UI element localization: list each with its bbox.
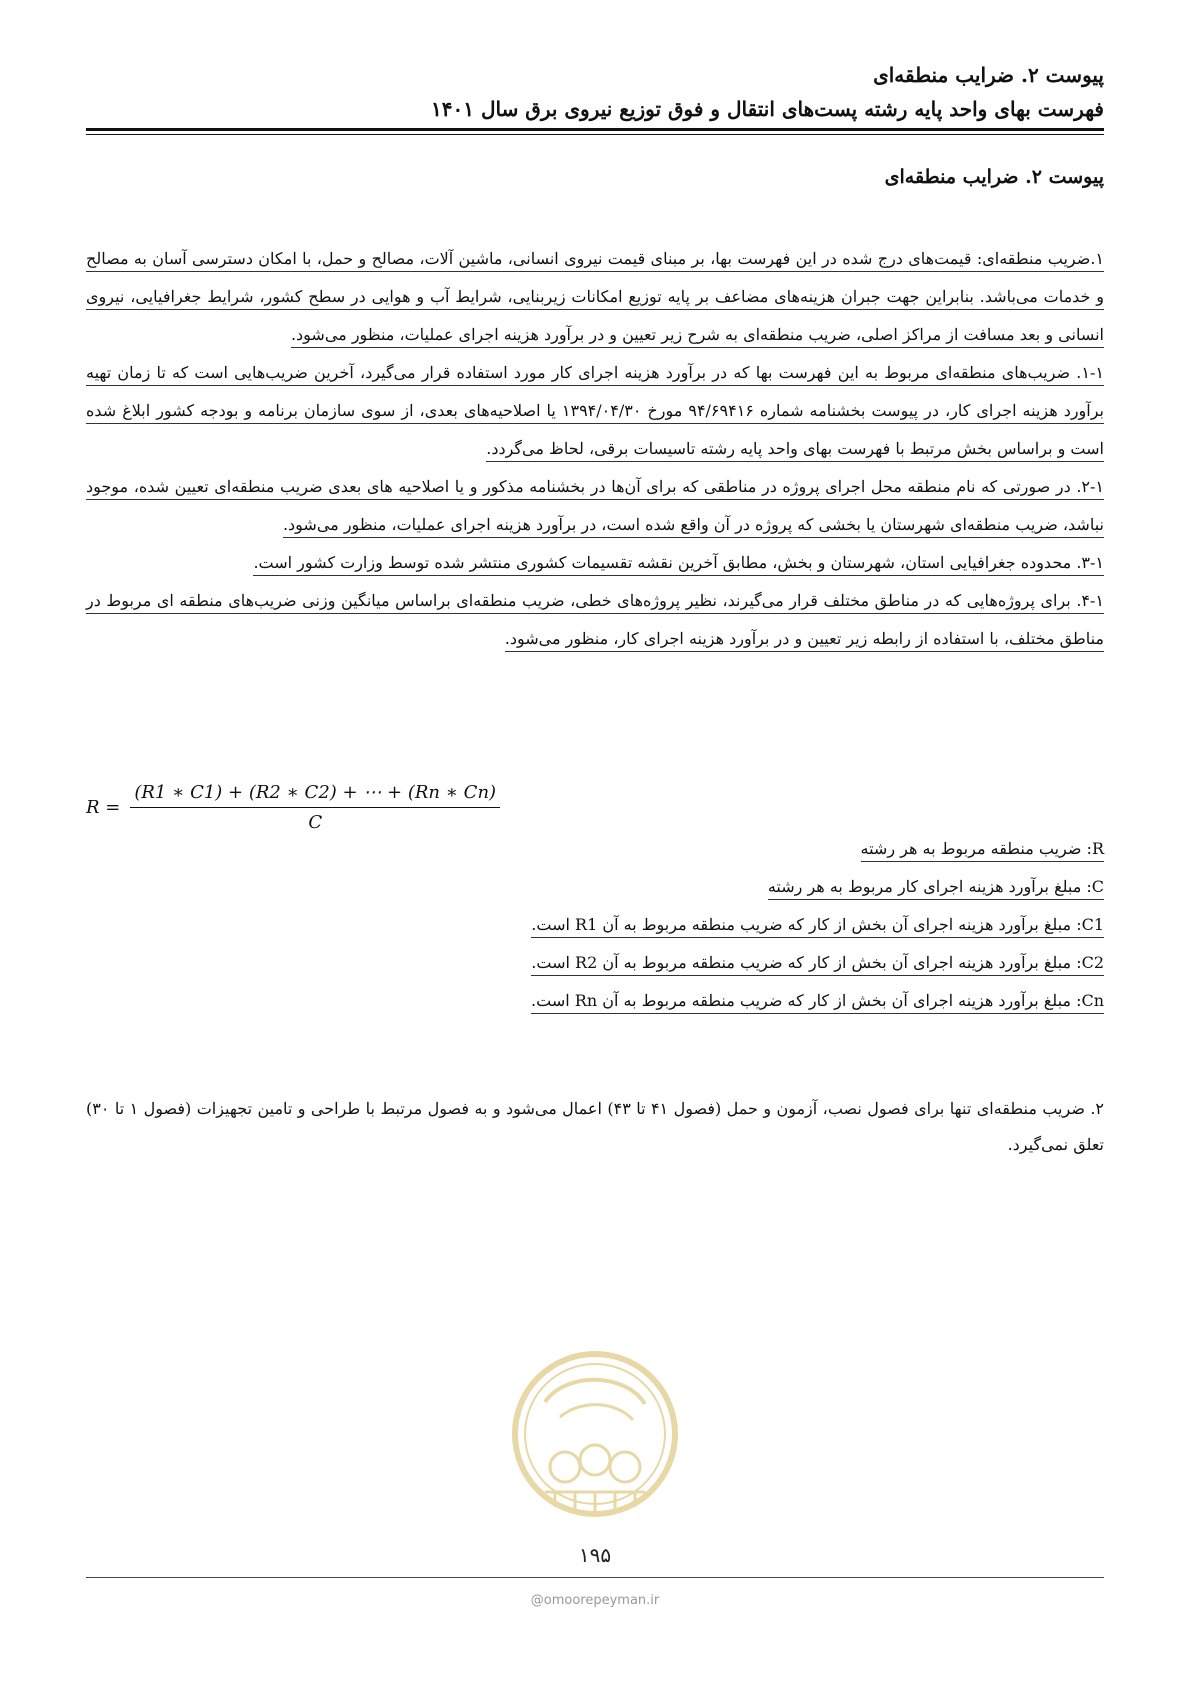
definition-c1: C1: مبلغ برآورد هزینه اجرای آن بخش از کار که ضریب منطقه مربوط به آن R1 است. [531, 906, 1104, 944]
seal-watermark-icon [505, 1342, 685, 1542]
definition-cn: Cn: مبلغ برآورد هزینه اجرای آن بخش از کار که ضریب منطقه مربوط به آن Rn است. [531, 982, 1104, 1020]
definition-r: R: ضریب منطقه مربوط به هر رشته [531, 830, 1104, 868]
header-appendix-title: پیوست ۲. ضرایب منطقه‌ای [873, 63, 1104, 87]
weighted-average-formula [86, 782, 500, 833]
footer-rule [86, 1577, 1104, 1578]
definition-c2: C2: مبلغ برآورد هزینه اجرای آن بخش از کار که ضریب منطقه مربوط به آن R2 است. [531, 944, 1104, 982]
paragraph-1-2: ۲-۱. در صورتی که نام منطقه محل اجرای پروژه در مناطقی که برای آن‌ها در بخشنامه مذکور و یا اصلاحیه های بعدی ضریب منطقه‌ای تعیین شده، موجود نباشد، ضریب منطقه‌ای شهرستان یا بخشی که پروژه در آن واقع شده است، در برآورد هزینه اجرای عملیات، منظور می‌شود. [86, 468, 1104, 544]
header-book-title: فهرست بهای واحد پایه رشته پست‌های انتقال و فوق توزیع نیروی برق سال ۱۴۰۱ [431, 97, 1104, 121]
formula-lhs: R = [86, 797, 121, 818]
section-title: پیوست ۲. ضرایب منطقه‌ای [884, 166, 1104, 188]
paragraph-1: ۱.ضریب منطقه‌ای: قیمت‌های درج شده در این فهرست بها، بر مبنای قیمت نیروی انسانی، ماشین آلات، مصالح و حمل، با امکان دسترسی آسان به مصالح و خدمات می‌باشد. بنابراین جهت جبران هزینه‌های مضاعف بر پایه توزیع امکانات زیربنایی، شرایط آب و هوایی در سطح کشور، شرایط جغرافیایی، نیروی انسانی و بعد مسافت از مراکز اصلی، ضریب منطقه‌ای به شرح زیر تعیین و در برآورد هزینه اجرای عملیات، منظور می‌شود. [86, 240, 1104, 354]
definitions-list [531, 830, 1104, 1020]
paragraph-1-1: ۱-۱. ضریب‌های منطقه‌ای مربوط به این فهرست بها که در برآورد هزینه اجرای کار مورد استفاده قرار می‌گیرد، آخرین ضریب‌هایی است که تا زمان تهیه برآورد هزینه اجرای کار، در پیوست بخشنامه شماره ۹۴/۶۹۴۱۶ مورخ ۱۳۹۴/۰۴/۳۰ یا اصلاحیه‌های بعدی، از سوی سازمان برنامه و بودجه کشور ابلاغ شده است و براساس بخش مرتبط با فهرست بهای واحد پایه رشته تاسیسات برقی، لحاظ می‌گردد. [86, 354, 1104, 468]
footer-watermark-url: @omoorepeyman.ir [530, 1593, 660, 1608]
running-header [86, 58, 1104, 126]
paragraph-1-3: ۳-۱. محدوده جغرافیایی استان، شهرستان و بخش، مطابق آخرین نقشه تقسیمات کشوری منتشر شده توسط وزارت کشور است. [86, 544, 1104, 582]
main-text [86, 240, 1104, 658]
page-number: ۱۹۵ [578, 1543, 612, 1567]
definition-c: C: مبلغ برآورد هزینه اجرای کار مربوط به هر رشته [531, 868, 1104, 906]
paragraph-2: ۲. ضریب منطقه‌ای تنها برای فصول نصب، آزمون و حمل (فصول ۴۱ تا ۴۳) اعمال می‌شود و به فصول مرتبط با طراحی و تامین تجهیزات (فصول ۱ تا ۳۰) تعلق نمی‌گیرد. [86, 1099, 1104, 1154]
header-rule-thin [86, 134, 1104, 135]
header-rule-thick [86, 128, 1104, 131]
formula-numerator: (R1 ∗ C1) + (R2 ∗ C2) + ⋯ + (Rn ∗ Cn) [130, 782, 500, 808]
paragraph-1-4: ۴-۱. برای پروژه‌هایی که در مناطق مختلف قرار می‌گیرند، نظیر پروژه‌های خطی، ضریب منطقه‌ای براساس میانگین وزنی ضریب‌های منطقه ای مربوط در مناطق مختلف، با استفاده از رابطه زیر تعیین و در برآورد هزینه اجرای کار، منظور می‌شود. [86, 582, 1104, 658]
formula-denominator: C [308, 812, 323, 833]
formula-fraction [130, 782, 500, 833]
